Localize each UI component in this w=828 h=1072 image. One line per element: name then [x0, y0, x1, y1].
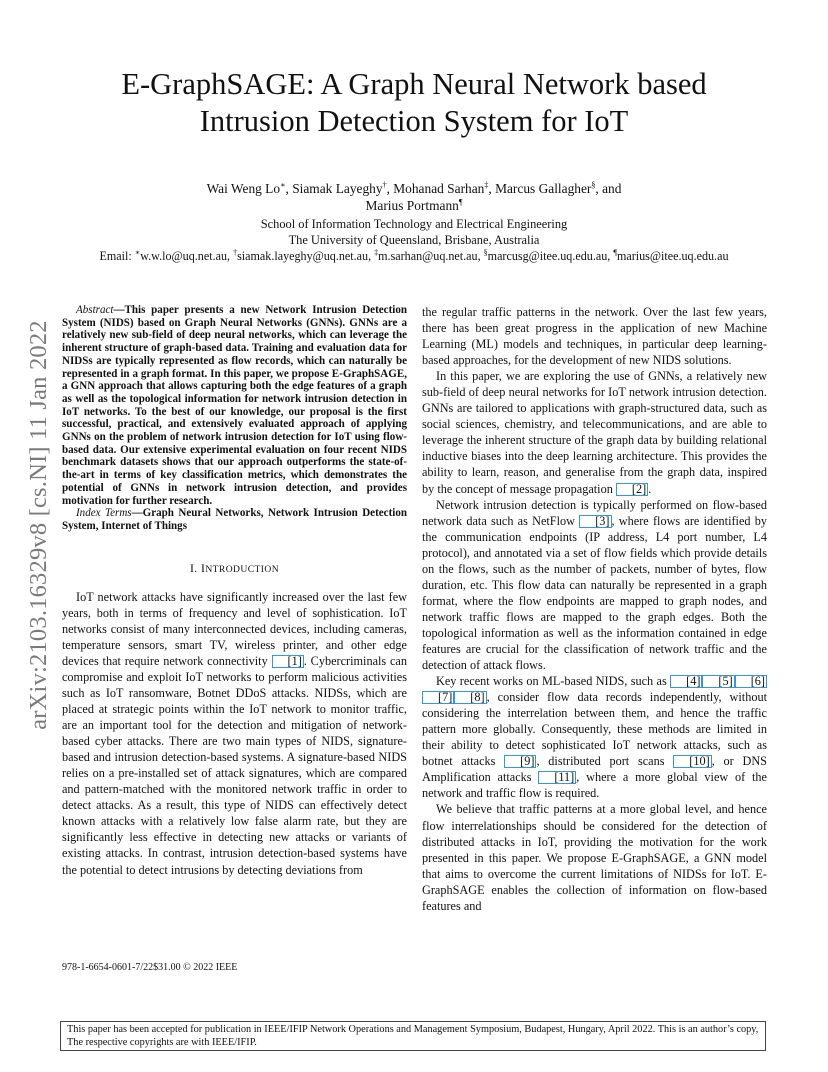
author-name: , Siamak Layeghy	[285, 181, 383, 196]
copyright-notice: 978-1-6654-0601-7/22$31.00 © 2022 IEEE	[62, 962, 238, 973]
body-text: In this paper, we are exploring the use of GNNs, a relatively new sub-field of deep neural networks for IoT network intrusion detection. GNNs are tailored to applications with graph-structured data, such as social sciences, chemistry, and telecommunications, and are able to leverage the inherent structure of the graph data by building relational inductive biases into the deep learning architecture. This provides the ability to learn, reason, and generalise from the graph data, inspired by the concept of message propagation	[422, 369, 767, 496]
body-text: Network intrusion detection is typically performed on flow-based network data such as NetFlow	[422, 497, 767, 528]
author-name: , Mohanad Sarhan	[386, 181, 485, 196]
citation-link[interactable]: [4]	[670, 675, 702, 688]
body-text: , consider flow data records independently, without considering the interrelation between them, and hence the traffic pattern more globally. Consequently, these methods are limited in their ability to detect sophisticated IoT network attacks, such as botnet attacks	[422, 690, 767, 769]
author-mark: §	[591, 180, 596, 190]
title-line-2: Intrusion Detection System for IoT	[199, 104, 629, 138]
citation-link[interactable]: [3]	[579, 515, 611, 528]
abstract-label: Abstract	[76, 304, 114, 316]
author-mark: ‡	[484, 180, 489, 190]
body-text: .	[648, 481, 652, 496]
author-conjunction: , and	[595, 181, 622, 196]
author-mark: †	[382, 180, 387, 190]
body-text: IoT network attacks have significantly increased over the last few years, both in terms of frequency and level of sophistication. IoT networks consist of many interconnected devices, including cameras, temperature sensors, smart TV, wireless printer, and other edge devices that require network connectivity	[62, 589, 407, 668]
citation-link[interactable]: [2]	[616, 483, 648, 496]
body-paragraph	[422, 368, 767, 496]
email-label: Email:	[99, 249, 135, 263]
arxiv-identifier-text: arXiv:2103.16329v8 [cs.NI] 11 Jan 2022	[25, 320, 52, 730]
author-mark: ∗	[280, 180, 286, 190]
citation-link[interactable]: [8]	[454, 691, 486, 704]
paper-title	[80, 66, 748, 140]
section-title-initial: I	[201, 560, 206, 575]
email-mark: †	[233, 247, 238, 257]
affiliation-school: School of Information Technology and Electrical Engineering	[260, 217, 568, 231]
index-terms-label: Index Terms	[76, 507, 132, 520]
email-mark: ∗	[134, 247, 141, 257]
author-name: , Marcus Gallagher	[488, 181, 592, 196]
email-list	[40, 248, 788, 264]
index-terms-text: —Graph Neural Networks, Network Intrusion Detection System, Internet of Things	[62, 507, 407, 532]
email-mark: §	[483, 247, 488, 257]
author-list	[120, 180, 708, 214]
citation-link[interactable]: [11]	[538, 771, 576, 784]
email-address: m.sarhan@uq.net.au,	[378, 249, 484, 263]
affiliation-university: The University of Queensland, Brisbane, Australia	[288, 233, 540, 247]
arxiv-identifier	[22, 295, 56, 755]
citation-link[interactable]: [10]	[673, 755, 711, 768]
citation-link[interactable]: [9]	[504, 755, 536, 768]
email-mark: ¶	[613, 247, 617, 257]
right-column	[422, 304, 767, 914]
body-paragraph: We believe that traffic patterns at a more global level, and hence flow interrelationships should be considered for the detection of distributed attacks in IoT, providing the motivation for the work presented in this paper. We propose E-GraphSAGE, a GNN model that aims to overcome the current limitations of NIDSs for IoT. E-GraphSAGE enables the collection of information on flow-based features and	[422, 802, 767, 913]
body-text: , where flows are identified by the communication endpoints (IP address, L4 port number, L4 protocol), and annotated via a set of flow fields which provide details on the flows, such as the number of packets, number of bytes, flow duration, etc. This flow data can naturally be represented in a graph format, where the flow endpoints are mapped to graph nodes, and network traffic flows are mapped to the graph edges. Both the topological information as well as the information contained in edge features are crucial for the classification of network traffic and the detection of attack flows.	[422, 513, 768, 673]
citation-link[interactable]: [1]	[272, 655, 304, 668]
body-paragraph	[422, 497, 767, 674]
body-paragraph	[422, 673, 767, 801]
email-mark: ‡	[374, 247, 379, 257]
body-text: , or DNS Amplification attacks	[422, 754, 767, 785]
body-paragraph: the regular traffic patterns in the network. Over the last few years, there has been great progress in the application of new Machine Learning (ML) models and techniques, in particular deep learning-based approaches, for the development of new NIDS solutions.	[422, 305, 767, 368]
abstract	[62, 304, 407, 507]
citation-link[interactable]: [7]	[422, 691, 454, 704]
left-column	[62, 304, 407, 878]
author-mark: ¶	[458, 197, 463, 207]
citation-link[interactable]: [6]	[735, 675, 767, 688]
section-title-rest: NTRODUCTION	[205, 563, 280, 575]
email-address: w.w.lo@uq.net.au,	[140, 249, 234, 263]
body-text: , distributed port scans	[536, 754, 674, 769]
body-text: , where a more global view of the network and traffic flow is required.	[422, 770, 767, 801]
email-address: marcusg@itee.uq.edu.au,	[487, 249, 614, 263]
section-number: I.	[189, 560, 201, 575]
intro-paragraph	[62, 589, 407, 878]
section-heading-introduction	[62, 560, 407, 578]
title-line-1: E-GraphSAGE: A Graph Neural Network based	[121, 67, 707, 101]
publication-notice: This paper has been accepted for publication in IEEE/IFIP Network Operations and Management Symposium, Budapest, Hungary, April 2022. This is an author’s copy, The respective copyrights are with IEEE/IFIP.	[60, 1021, 766, 1051]
author-name: Marius Portmann	[365, 198, 459, 213]
author-name: Wai Weng Lo	[206, 181, 281, 196]
citation-link[interactable]: [5]	[702, 675, 734, 688]
body-text: Key recent works on ML-based NIDS, such as	[436, 674, 671, 689]
body-text: . Cybercriminals can compromise and exploit IoT networks to perform malicious activities such as IoT ransomware, Botnet DDoS attacks. NIDSs, which are placed at strategic points within the IoT network to monitor traffic, are an important tool for the detection and mitigation of network-based cyber attacks. There are two main types of NIDS, signature-based and intrusion detection-based systems. A signature-based NIDS relies on a pre-installed set of attack signatures, which are compared and pattern-matched with the monitored network traffic in order to detect attacks. As a result, this type of NIDS can effectively detect known attacks with a relatively low false alarm rate, but they are significantly less effective in detecting new attacks or variants of existing attacks. In contrast, intrusion detection-based systems have the potential to detect intrusions by detecting deviations from	[62, 653, 407, 877]
index-terms	[62, 507, 407, 532]
email-address: siamak.layeghy@uq.net.au,	[237, 249, 375, 263]
abstract-text: —This paper presents a new Network Intrusion Detection System (NIDS) based on Graph Neural Networks (GNNs). GNNs are a relatively new sub-field of deep neural networks, which can leverage the inherent structure of graph-based data. Training and evaluation data for NIDSs are typically represented as flow records, which can naturally be represented in a graph format. In this paper, we propose E-GraphSAGE, a GNN approach that allows capturing both the edge features of a graph as well as the topological information for network intrusion detection in IoT networks. To the best of our knowledge, our proposal is the first successful, practical, and extensively evaluated approach of applying GNNs on the problem of network intrusion detection for IoT using flow-based data. Our extensive experimental evaluation on four recent NIDS benchmark datasets shows that our approach outperforms the state-of-the-art in terms of key classification metrics, which demonstrates the potential of GNNs in network intrusion detection, and provides motivation for further research.	[62, 304, 407, 507]
email-address: marius@itee.uq.edu.au	[616, 249, 729, 263]
